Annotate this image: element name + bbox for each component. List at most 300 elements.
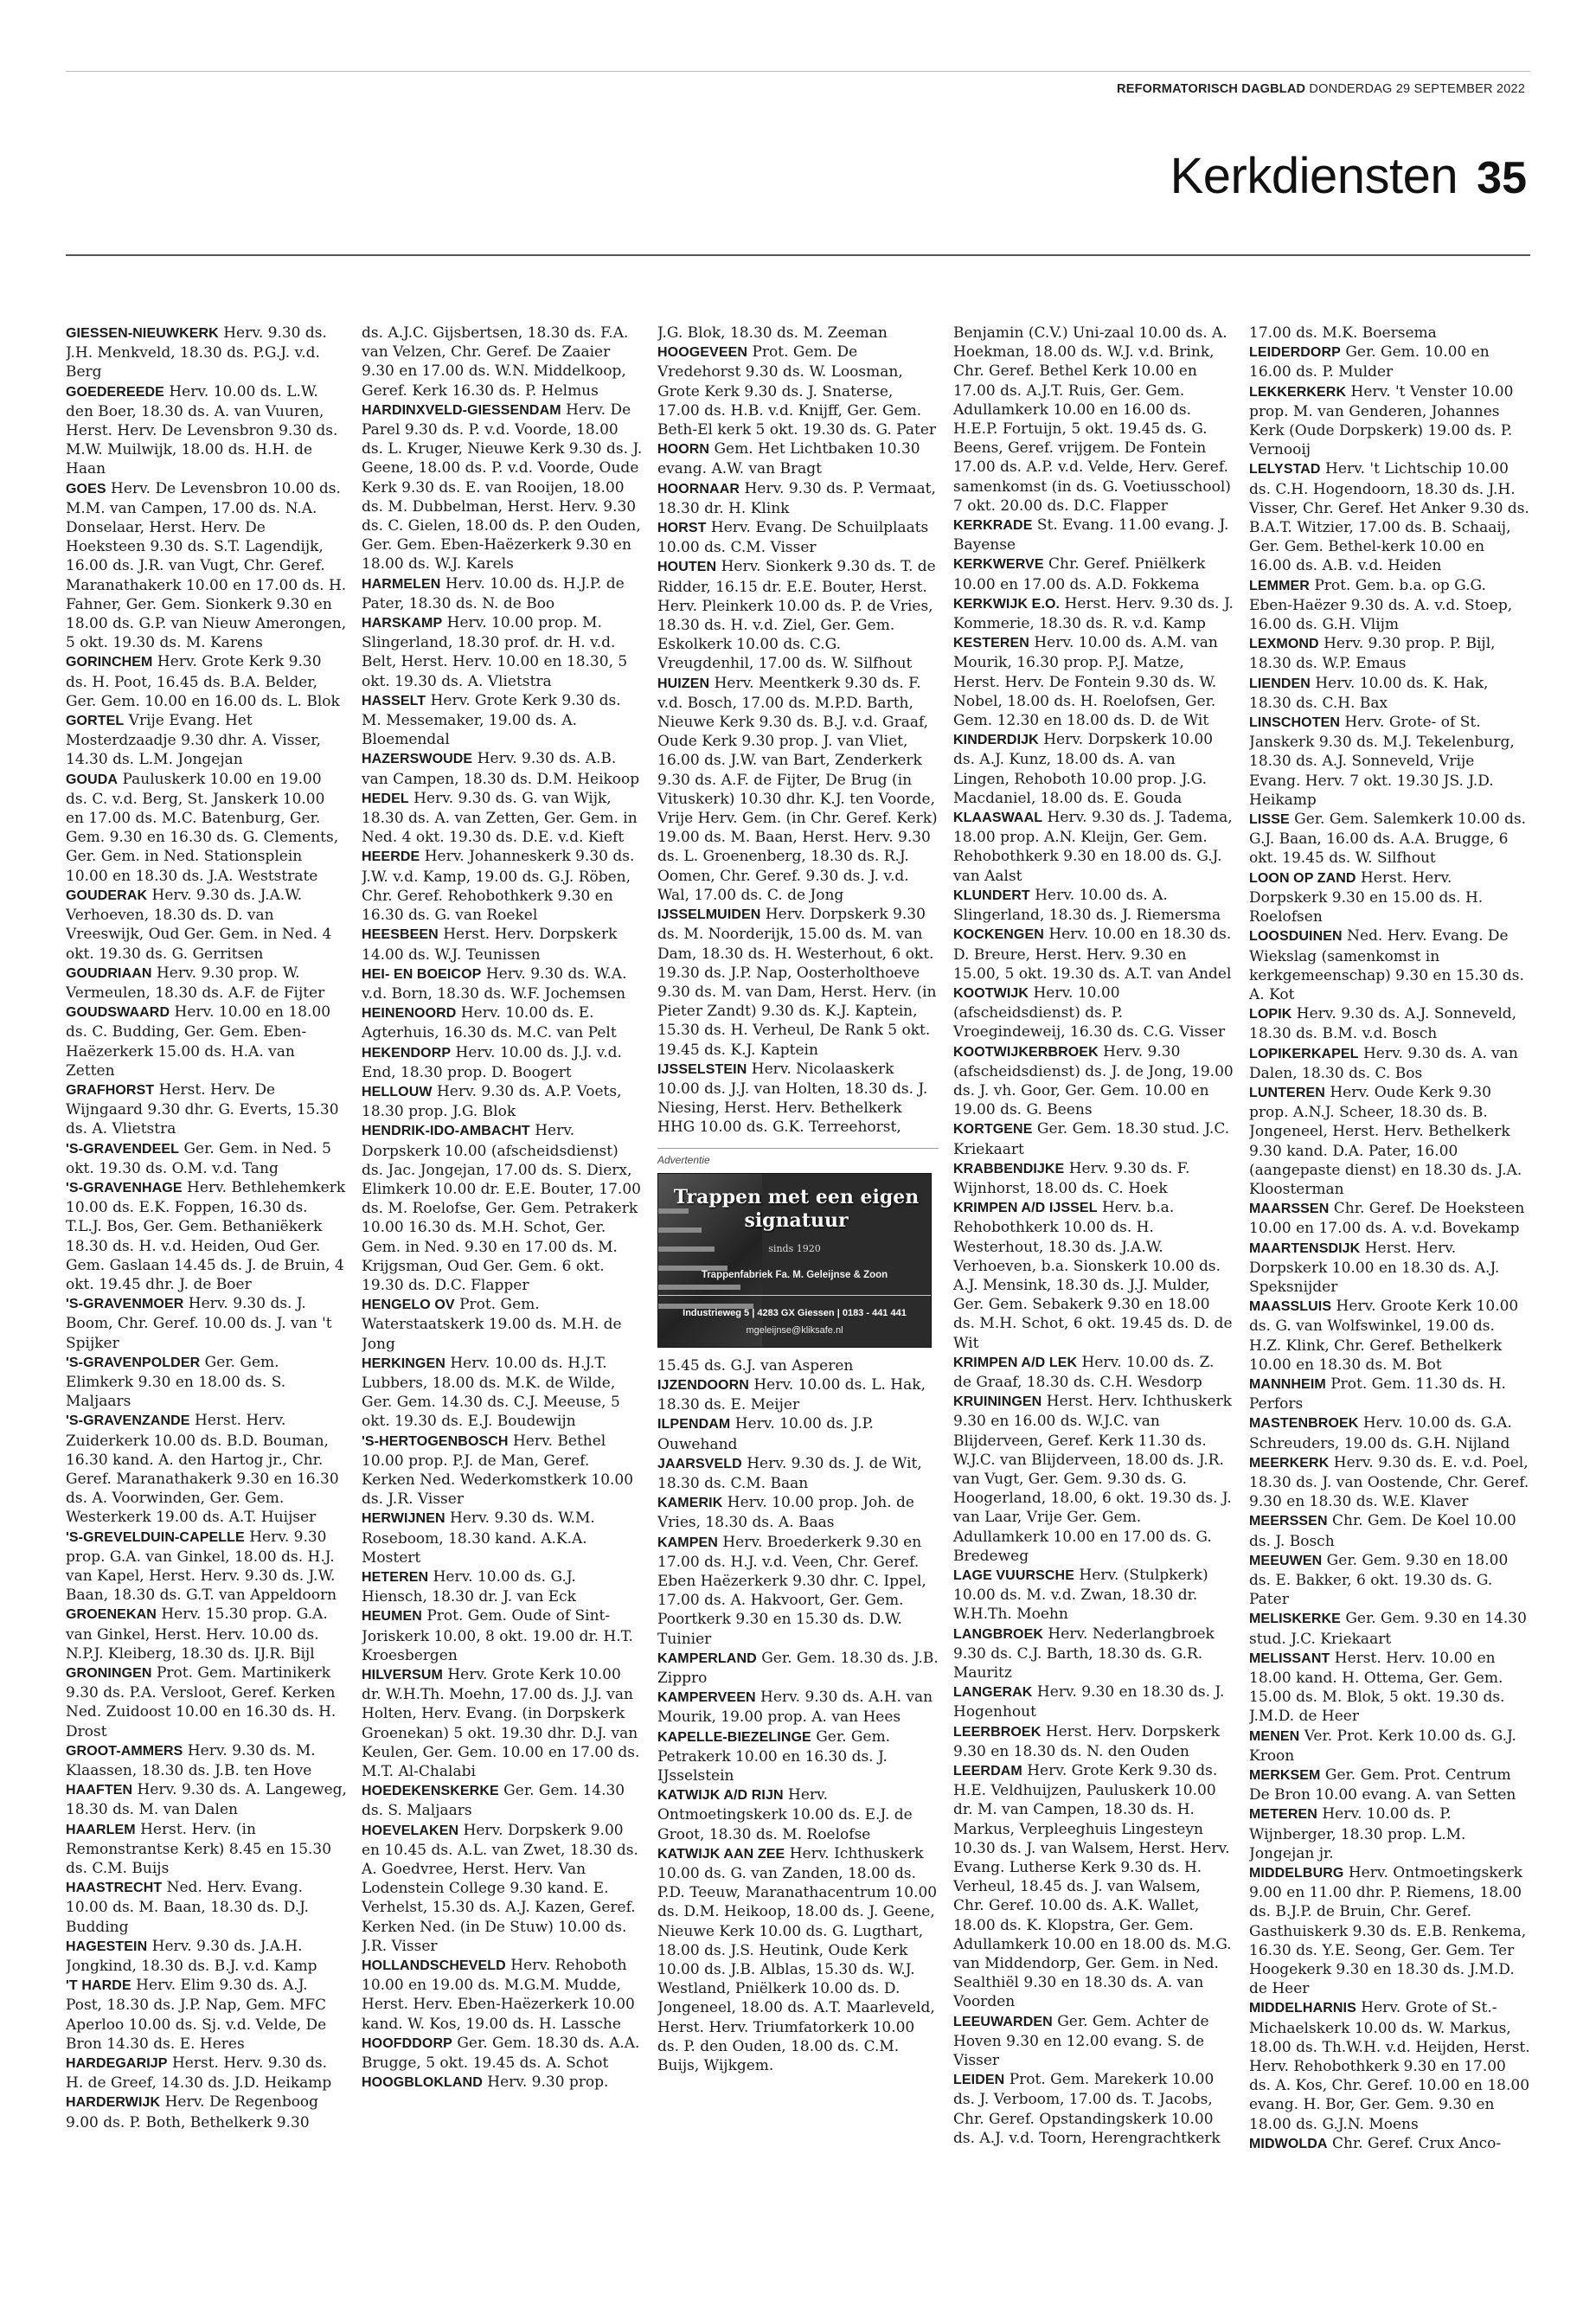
service-times: Herv. Groote Kerk 10.00 ds. G. van Wolfswinkel, 19.00 ds. H.Z. Klink, Chr. Geref. Bethelkerk 10.00 en 18.30 ds. M. Bot — [1249, 1298, 1519, 1374]
church-listing — [953, 1625, 1234, 1683]
church-listing — [66, 2093, 347, 2131]
column-3-bottom — [657, 1356, 939, 2076]
masthead — [1117, 82, 1525, 96]
church-listing — [362, 925, 643, 964]
service-times: Ger. Gem. Elimkerk 9.30 en 18.00 ds. S. Maljaars — [66, 1353, 286, 1411]
place-name: KAMPEN — [657, 1535, 718, 1550]
church-listing — [657, 1356, 939, 1375]
church-listing — [953, 886, 1234, 925]
service-times: Herv. 9.30 ds. A. van Dalen, 18.30 ds. C. Bos — [1249, 1044, 1518, 1082]
place-name: LEMMER — [1249, 578, 1310, 593]
service-times: Herv. De Regenboog 9.00 ds. P. Both, Bethelkerk 9.30 — [66, 2093, 319, 2131]
service-times: Herv. 10.00 ds. A.M. van Mourik, 16.30 prop. P.J. Matze, Herst. Herv. De Fontein 9.30 ds. W. Nobel, 18.00 ds. H. Roelofsen, Ger. Gem. 12.30 en 18.00 ds. D. de Wit — [953, 634, 1218, 730]
place-name: LEIDERDORP — [1249, 345, 1341, 361]
ad-contact: Industrieweg 5 | 4283 GX Giessen | 0183 - 441 441 — [683, 1307, 907, 1318]
service-times: Herv. 9.30 en 18.30 ds. J. Hogenhout — [953, 1683, 1225, 1721]
place-name: LISSE — [1249, 812, 1290, 828]
place-name: KOOTWIJKERBROEK — [953, 1044, 1099, 1060]
service-times: Herv. 9.30 ds. J.A.W. Verhoeven, 18.30 ds. D. van Vreeswijk, Oud Ger. Gem. in Ned. 4 okt. 19.30 ds. G. Gerritsen — [66, 886, 332, 963]
service-times: Chr. Gem. De Koel 10.00 ds. J. Bosch — [1249, 1512, 1516, 1550]
service-times: Prot. Gem. Marekerk 10.00 ds. J. Verboom, 17.00 ds. T. Jacobs, Chr. Geref. Opstandingskerk 10.00 ds. A.J. v.d. Toorn, Herengrachtkerk — [953, 2071, 1221, 2147]
church-listing — [953, 1392, 1234, 1566]
place-name: HERKINGEN — [362, 1356, 445, 1371]
service-times: Chr. Geref. Crux Anco- — [1331, 2134, 1502, 2152]
service-times: Herv. 10.00 ds. L. Hak, 18.30 ds. E. Meijer — [657, 1375, 926, 1414]
church-listing — [66, 1741, 347, 1780]
church-listing — [362, 1567, 643, 1606]
church-listing — [657, 1727, 939, 1786]
column-3 — [657, 324, 939, 2261]
place-name: KORTGENE — [953, 1122, 1033, 1138]
place-name: HEDEL — [362, 791, 409, 806]
church-listing — [66, 1411, 347, 1527]
service-times: Herst. Herv. De Wijngaard 9.30 dhr. G. Everts, 15.30 ds. A. Vlietstra — [66, 1080, 339, 1138]
church-listing — [657, 1060, 939, 1138]
church-listing — [66, 1976, 347, 2054]
church-listing — [1249, 1511, 1530, 1550]
place-name: HARSKAMP — [362, 616, 443, 631]
place-name: KRIMPEN A/D LEK — [953, 1355, 1078, 1370]
service-times: Herv. 9.30 ds. J. Tadema, 18.00 prop. A.N. Kleijn, Ger. Gem. Rehobothkerk 9.30 en 18.00 ds. G.J. van Aalst — [953, 809, 1233, 885]
place-name: HEERDE — [362, 849, 420, 865]
church-listing — [953, 594, 1234, 633]
place-name: LEEUWARDEN — [953, 2014, 1053, 2029]
church-listing — [657, 1649, 939, 1688]
place-name: 'S-GRAVENZANDE — [66, 1413, 190, 1429]
column-5 — [1249, 324, 1530, 2261]
place-name: KATWIJK AAN ZEE — [657, 1846, 785, 1862]
service-times: Ger. Gem. 9.30 en 14.30 stud. J.C. Kriekaart — [1249, 1610, 1527, 1648]
service-times: Herv. 10.00 ds. Z. de Graaf, 18.30 ds. C.H. Wesdorp — [953, 1353, 1215, 1391]
service-times: Herv. 10.00 ds. G.A. Schreuders, 19.00 ds. G.H. Nijland — [1249, 1414, 1512, 1452]
church-listing — [1249, 713, 1530, 810]
service-times: Herv. 9.30 ds. J. Boom, Chr. Geref. 10.00 ds. J. van 't Spijker — [66, 1295, 332, 1352]
church-listing — [66, 1780, 347, 1819]
place-name: GRONINGEN — [66, 1666, 152, 1682]
place-name: KESTEREN — [953, 636, 1029, 651]
service-times: Herv. 9.30 ds. J.H. Menkveld, 18.30 ds. P.G.J. v.d. Berg — [66, 324, 327, 381]
service-times: Herv. Grote Kerk 10.00 dr. W.H.Th. Moehn, 17.00 ds. J.J. van Holten, Herv. Evang. (in Dorpskerk Groenekan) 5 okt. 19.30 dhr. D.J. van Keulen, Ger. Gem. 10.00 en 17.00 ds. M.T. Al-Chalabi — [362, 1666, 640, 1781]
church-listing — [953, 2070, 1234, 2148]
place-name: 'T HARDE — [66, 1978, 131, 1994]
place-name: MEEUWEN — [1249, 1553, 1323, 1568]
church-listing — [66, 1663, 347, 1741]
service-times: Herv. 9.30 ds. W.A. v.d. Born, 18.30 ds. W.F. Jochemsen — [362, 965, 627, 1003]
service-times: Ger. Gem. Salemkerk 10.00 ds. G.J. Baan, 16.00 ds. A.A. Brugge, 6 okt. 19.45 ds. W. Silfhout — [1249, 811, 1527, 868]
place-name: HELLOUW — [362, 1084, 433, 1099]
church-listing — [66, 1139, 347, 1178]
service-times: Herv. 10.00 ds. J.J. v.d. End, 18.30 prop. D. Boogert — [362, 1043, 622, 1081]
church-listing — [1249, 1004, 1530, 1043]
service-times: Herv. Ichthuskerk 10.00 ds. G. van Zanden, 18.00 ds. P.D. Teeuw, Maranathacentrum 10.00 ds. D.M. Heikoop, 18.00 ds. J. Geene, Nieuwe Kerk 10.00 ds. G. Lugthart, 18.00 ds. J.S. Heutink, Oude Kerk 10.00 ds. J.B. Alblas, 15.30 ds. W.J. Westland, Pniëlkerk 10.00 ds. D. Jongeneel, 18.00 ds. A.T. Maarleveld, Herst. Herv. Triumfatorkerk 10.00 ds. P. den Ouden, 18.00 ds. C.M. Buijs, Wijkgem. — [657, 1844, 938, 2075]
service-times: Herv. 10.00 ds. J.P. Ouwehand — [657, 1415, 874, 1453]
church-listing — [1249, 1297, 1530, 1375]
church-listing — [362, 2034, 643, 2073]
service-times: Herv. Elim 9.30 ds. A.J. Post, 18.30 ds. J.P. Nap, Gem. MFC Aperloo 10.00 ds. Sj. v.d. Velde, De Bron 14.30 ds. E. Heres — [66, 1977, 327, 2053]
place-name: LOPIK — [1249, 1007, 1292, 1022]
service-times: Herv. 9.30 ds. P. Vermaat, 18.30 dr. H. Klink — [657, 479, 936, 517]
place-name: HENDRIK-IDO-AMBACHT — [362, 1124, 530, 1139]
church-listing — [657, 1375, 939, 1414]
place-name: HORST — [657, 521, 707, 536]
church-listing — [953, 1682, 1234, 1721]
church-listing — [1249, 1239, 1530, 1298]
church-listing — [1249, 674, 1530, 713]
church-listing — [362, 749, 643, 788]
church-listing — [1249, 1609, 1530, 1648]
church-listing — [657, 479, 939, 518]
service-times: Herv. Bethlehemkerk 10.00 ds. E.K. Foppen, 16.30 ds. T.L.J. Bos, Ger. Gem. Bethaniëkerk 18.30 ds. H. v.d. Heiden, Oud Ger. Gem. Gaslaan 14.45 ds. J. de Bruin, 4 okt. 19.45 dhr. J. de Boer — [66, 1178, 346, 1293]
place-name: LOOSDUINEN — [1249, 929, 1343, 945]
service-times: Ger. Gem. 14.30 ds. S. Maljaars — [362, 1782, 625, 1820]
service-times: Herv. b.a. Rehobothkerk 10.00 ds. H. Westerhout, 18.30 ds. J.A.W. Verhoeven, b.a. Sionskerk 10.00 ds. A.J. Mensink, 18.30 ds. J.J. Mulder, Ger. Gem. Sebakerk 9.30 en 18.00 ds. M.H. Schot, 6 okt. 19.45 ds. D. de Wit — [953, 1199, 1233, 1352]
church-listing — [1249, 926, 1530, 1004]
church-listing — [657, 905, 939, 1060]
church-listing — [657, 518, 939, 557]
place-name: KRUININGEN — [953, 1394, 1042, 1410]
place-name: KINDERDIJK — [953, 733, 1039, 748]
place-name: KAPELLE-BIEZELINGE — [657, 1729, 811, 1745]
ad-company: Trappenfabriek Fa. M. Geleijnse & Zoon — [701, 1269, 888, 1280]
church-listing — [66, 1820, 347, 1879]
church-listing — [1249, 324, 1530, 343]
service-times: Herv. Dorpskerk 9.00 en 10.45 ds. A.L. van Zwet, 18.30 ds. A. Goedvree, Herst. Herv. Van Lodenstein College 9.30 kand. E. Verhelst, 15.30 ds. A.J. Kazen, Geref. Kerken Ned. (in De Stuw) 10.00 ds. J.R. Visser — [362, 1821, 638, 1955]
church-listing — [362, 1295, 643, 1354]
place-name: HILVERSUM — [362, 1668, 443, 1683]
service-times: Herv. (Stulpkerk) 10.00 ds. M. v.d. Zwan, 18.30 dr. W.H.Th. Moehn — [953, 1567, 1208, 1624]
service-times: Benjamin (C.V.) Uni-zaal 10.00 ds. A. Hoekman, 18.00 ds. W.J. v.d. Brink, Chr. Geref. Bethel Kerk 10.00 en 17.00 ds. A.J.T. Ruis, Ger. Gem. Adullamkerk 10.00 en 16.00 ds. H.E.P. Fortuijn, 5 okt. 19.45 ds. G. Beens, Geref. vrijgem. De Fontein 17.00 ds. A.P. v.d. Velde, Herv. Geref. samenkomst (in ds. G. Voetiusschool) 7 okt. 20.00 ds. D.C. Flapper — [953, 324, 1231, 515]
service-times: Herv. 10.00 prop. Joh. de Vries, 18.30 ds. A. Baas — [657, 1494, 914, 1532]
section-header — [1170, 147, 1527, 205]
service-times: Herst. Herv. Ichthuskerk 9.30 en 16.00 ds. W.J.C. van Blijderveen, Geref. Kerk 11.30 ds. W.J.C. van Blijderveen, 18.00 ds. J.R. van Vugt, Ger. Gem. 9.30 ds. G. Hoogerland, 18.00, 6 okt. 19.30 ds. J. van Laar, Vrije Ger. Gem. Adullamkerk 10.00 en 17.00 ds. G. Bredeweg — [953, 1393, 1232, 1565]
church-listing — [1249, 1863, 1530, 1998]
church-listing — [953, 1119, 1234, 1158]
church-listing — [953, 1761, 1234, 2012]
church-listing — [657, 557, 939, 673]
service-times: Ned. Herv. Evang. De Wiekslag (samenkomst in kerkgemeenschap) 9.30 en 15.30 ds. A. Kot — [1249, 927, 1524, 1003]
place-name: MIDDELHARNIS — [1249, 2001, 1356, 2016]
church-listing — [1249, 1766, 1530, 1804]
service-times: Herv. 9.30 ds. A. Langeweg, 18.30 ds. M. van Dalen — [66, 1781, 347, 1819]
place-name: HOOFDDORP — [362, 2035, 452, 2051]
service-times: Herv. De Parel 9.30 ds. P. v.d. Voorde, 18.00 ds. L. Kruger, Nieuwe Kerk 9.30 ds. J. Geene, 18.00 ds. P. v.d. Voorde, Oude Kerk 9.30 ds. E. van Rooijen, 18.00 ds. M. Dubbelman, Herst. Herv. 9.30 ds. C. Gielen, 18.00 ds. P. den Ouden, Ger. Gem. Eben-Haëzerkerk 9.30 en 18.00 ds. W.J. Karels — [362, 401, 643, 574]
church-listing — [66, 2054, 347, 2093]
service-times: Ger. Gem. Prot. Centrum De Bron 10.00 evang. A. van Setten — [1249, 1766, 1516, 1804]
place-name: MERKSEM — [1249, 1768, 1321, 1784]
service-times: Herv. 10.00 (afscheidsdienst) ds. P. Vroegindeweij, 16.30 ds. C.G. Visser — [953, 984, 1226, 1042]
newspaper-name: REFORMATORISCH DAGBLAD — [1117, 82, 1306, 96]
place-name: HEI- EN BOEICOP — [362, 966, 482, 982]
service-times: Ger. Gem. 18.30 stud. J.C. Kriekaart — [953, 1120, 1230, 1158]
place-name: MAARTENSDIJK — [1249, 1240, 1361, 1256]
church-listing — [953, 2012, 1234, 2071]
place-name: KLAASWAAL — [953, 811, 1043, 826]
service-times: Ger. Gem. 10.00 en 16.00 ds. P. Mulder — [1249, 343, 1490, 381]
top-rule — [66, 71, 1530, 72]
service-times: Chr. Geref. De Hoeksteen 10.00 en 17.00 ds. A. v.d. Bovekamp — [1249, 1200, 1525, 1238]
church-listing — [657, 1688, 939, 1727]
place-name: MENEN — [1249, 1728, 1300, 1744]
service-times: Herv. 10.00 ds. P. Wijnberger, 18.30 prop. L.M. Jongejan jr. — [1249, 1805, 1466, 1862]
service-times: Herv. 10.00 ds. H.J.P. de Pater, 18.30 ds. N. de Boo — [362, 574, 625, 612]
church-listing — [953, 516, 1234, 554]
church-listing — [362, 1003, 643, 1042]
service-times: Chr. Geref. Pniëlkerk 10.00 en 17.00 ds. A.D. Fokkema — [953, 555, 1206, 593]
service-times: Herv. 9.30 ds. A.H. van Mourik, 19.00 prop. A. van Hees — [657, 1689, 933, 1727]
church-listing — [66, 1178, 347, 1294]
church-listing — [1249, 1199, 1530, 1238]
place-name: HOUTEN — [657, 560, 717, 575]
place-name: LEERDAM — [953, 1764, 1022, 1779]
church-listing — [1249, 343, 1530, 381]
place-name: KERKRADE — [953, 518, 1033, 534]
church-listing — [1249, 1551, 1530, 1610]
church-listing — [362, 324, 643, 401]
church-listing — [1249, 1453, 1530, 1512]
church-listing — [1249, 1804, 1530, 1863]
service-times: Herv. Bethel 10.00 prop. P.J. de Man, Geref. Kerken Ned. Wederkomstkerk 10.00 ds. J.R. Visser — [362, 1432, 634, 1509]
service-times: Herv. 9.30 ds. E. v.d. Poel, 18.30 ds. J. van Oostende, Chr. Geref. 9.30 en 18.30 ds. W.E. Klaver — [1249, 1453, 1529, 1511]
ad-email: mgeleijnse@kliksafe.nl — [746, 1324, 843, 1336]
church-listing — [66, 770, 347, 886]
place-name: HARDINXVELD-GIESSENDAM — [362, 402, 561, 418]
ad-label: Advertentie — [657, 1148, 939, 1170]
place-name: HENGELO OV — [362, 1298, 455, 1313]
place-name: 'S-HERTOGENBOSCH — [362, 1433, 509, 1449]
place-name: HUIZEN — [657, 676, 710, 691]
service-times: Herv. 10.00 ds. L.W. den Boer, 18.30 ds. A. van Vuuren, Herst. Herv. De Levensbron 9.30 ds. M.W. Muilwijk, 18.00 ds. H.H. de Haan — [66, 382, 338, 478]
service-times: Herst. Herv. 9.30 ds. J. Kommerie, 18.30 ds. R. v.d. Kamp — [953, 594, 1234, 633]
service-times: Herv. Grote Kerk 9.30 ds. H. Poot, 16.45 ds. B.A. Belder, Ger. Gem. 10.00 en 16.00 ds. L. Blok — [66, 653, 340, 710]
place-name: MAASSLUIS — [1249, 1299, 1332, 1315]
place-name: GROOT-AMMERS — [66, 1743, 183, 1759]
church-listing — [657, 324, 939, 343]
ad-divider — [658, 1295, 931, 1296]
church-listing — [362, 1665, 643, 1781]
church-listing — [1249, 1727, 1530, 1766]
place-name: KAMERIK — [657, 1496, 723, 1511]
column-1 — [66, 324, 347, 2261]
church-listing — [657, 439, 939, 478]
service-times: Herv. 10.00 ds. A. Slingerland, 18.30 ds. J. Riemersma — [953, 886, 1221, 925]
place-name: GOUDA — [66, 772, 119, 787]
service-times: Herv. 9.30 prop. — [487, 2073, 609, 2092]
service-times: Prot. Gem. De Vredehorst 9.30 ds. W. Loosman, Grote Kerk 9.30 ds. J. Snaterse, 17.00 ds. H.B. v.d. Knijff, Ger. Gem. Beth-El kerk 5 okt. 19.30 ds. G. Pater — [657, 343, 937, 439]
service-times: Herv. Grote Kerk 9.30 ds. H.E. Veldhuijzen, Pauluskerk 10.00 dr. M. van Campen, 18.30 ds. H. Markus, Verpleeghuis Lingesteyn 10.30 ds. J. van Walsem, Herst. Herv. Evang. Lutherse Kerk 9.30 ds. H. Verheul, 18.45 ds. J. van Walsem, Chr. Geref. 10.00 ds. A.K. Wallet, 18.00 ds. K. Klopstra, Ger. Gem. Adullamkerk 10.00 en 18.00 ds. M.G. van Middendorp, Ger. Gem. in Ned. Sealthiël 9.30 en 18.30 ds. A. van Voorden — [953, 1762, 1232, 2011]
service-times: Herv. 9.30 ds. W.M. Roseboom, 18.30 kand. A.K.A. Mostert — [362, 1509, 595, 1567]
place-name: ILPENDAM — [657, 1417, 731, 1433]
church-listing — [953, 808, 1234, 886]
service-times: Herv. Sionkerk 9.30 ds. T. de Ridder, 16.15 dr. E.E. Bouter, Herst. Herv. Pleinkerk 10.00 ds. P. de Vries, 18.30 ds. H. v.d. Ziel, Ger. Gem. Eskolkerk 10.00 ds. C.G. Vreugdenhil, 17.00 ds. W. Silfhout — [657, 558, 936, 673]
place-name: LELYSTAD — [1249, 462, 1321, 478]
church-listing — [657, 1454, 939, 1493]
church-listing — [362, 1432, 643, 1509]
place-name: GOEDEREEDE — [66, 384, 164, 400]
church-listing — [66, 711, 347, 770]
column-4 — [953, 324, 1234, 2261]
church-listing — [66, 964, 347, 1003]
church-listing — [657, 1785, 939, 1844]
service-times: Herv. 10.00 ds. E. Agterhuis, 16.30 ds. M.C. van Pelt — [362, 1004, 617, 1042]
service-times: Herv. Rehoboth 10.00 en 19.00 ds. M.G.M. Mudde, Herst. Herv. Eben-Haëzerkerk 10.00 kand. W. Kos, 19.00 ds. H. Lassche — [362, 1957, 635, 2033]
ad-headline: Trappen met een eigen signatuur — [673, 1185, 920, 1232]
place-name: 'S-GREVELDUIN-CAPELLE — [66, 1529, 245, 1545]
place-name: 'S-GRAVENPOLDER — [66, 1355, 201, 1370]
service-times: Prot. Gem. Waterstaatskerk 19.00 ds. M.H. de Jong — [362, 1296, 622, 1353]
column-3-top — [657, 324, 939, 1138]
service-times: Herst. Herv. (in Remonstrantse Kerk) 8.45 en 15.30 ds. C.M. Buijs — [66, 1820, 332, 1878]
church-listing — [66, 886, 347, 964]
place-name: HEUMEN — [362, 1609, 422, 1625]
church-listing — [657, 343, 939, 439]
issue-date: DONDERDAG 29 SEPTEMBER 2022 — [1309, 82, 1525, 96]
church-listing — [362, 965, 643, 1003]
place-name: LOPIKERKAPEL — [1249, 1046, 1359, 1061]
service-times: Ger. Gem. Achter de Hoven 9.30 en 12.00 evang. S. de Visser — [953, 2012, 1209, 2070]
church-listing — [1249, 810, 1530, 868]
service-times: Herv. 9.30 ds. G. van Wijk, 18.30 ds. A. van Zetten, Ger. Gem. in Ned. 4 okt. 19.30 ds. D.E. v.d. Kieft — [362, 789, 638, 847]
church-listing — [66, 1937, 347, 1976]
church-listing — [66, 1878, 347, 1937]
church-listing — [953, 925, 1234, 984]
service-times: Herv. 9.30 prop. W. Vermeulen, 18.30 ds. A.F. de Fijter — [66, 964, 325, 1002]
place-name: HARDEGARIJP — [66, 2056, 168, 2072]
service-times: Herv. 9.30 ds. J.A.H. Jongkind, 18.30 ds. B.J. v.d. Kamp — [66, 1937, 317, 1976]
service-times: Herv. 10.00 en 18.00 ds. C. Budding, Ger. Gem. Eben-Haëzerkerk 15.00 ds. H.A. van Zetten — [66, 1003, 331, 1080]
place-name: HEINENOORD — [362, 1006, 457, 1022]
church-listing — [657, 1533, 939, 1649]
place-name: GORINCHEM — [66, 655, 153, 670]
place-name: HOEVELAKEN — [362, 1823, 459, 1838]
place-name: LOON OP ZAND — [1249, 870, 1356, 886]
church-listing — [1249, 1044, 1530, 1083]
service-times: Herv. 9.30 ds. M. Klaassen, 18.30 ds. J.B. ten Hove — [66, 1741, 316, 1780]
service-times: Ger. Gem. 18.30 ds. A.A. Brugge, 5 okt. 19.45 ds. A. Schot — [362, 2034, 640, 2073]
advertisement[interactable] — [657, 1148, 939, 1348]
service-times: Herst. Herv. Dorpskerk 9.30 en 18.30 ds. N. den Ouden — [953, 1722, 1220, 1760]
section-title: Kerkdiensten — [1170, 148, 1458, 204]
place-name: JAARSVELD — [657, 1456, 742, 1471]
place-name: LEIDEN — [953, 2073, 1005, 2088]
church-listing — [953, 1722, 1234, 1761]
column-2 — [362, 324, 643, 2261]
church-listing — [657, 674, 939, 905]
place-name: LEKKERKERK — [1249, 384, 1347, 400]
header-rule — [66, 254, 1530, 256]
church-listing — [1249, 1998, 1530, 2133]
service-times: Herv. 9.30 ds. F. Wijnhorst, 18.00 ds. C. Hoek — [953, 1159, 1190, 1197]
place-name: IJZENDOORN — [657, 1377, 749, 1393]
place-name: KOOTWIJK — [953, 985, 1029, 1001]
church-listing — [362, 1043, 643, 1082]
place-name: GOUDSWAARD — [66, 1005, 170, 1021]
place-name: HAARLEM — [66, 1822, 136, 1837]
service-times: Herv. Ontmoetingskerk 9.00 en 11.00 dhr. P. Riemens, 18.00 ds. B.J.P. de Bruin, Chr. Geref. Gasthuiskerk 9.30 ds. E.B. Renkema, 16.30 ds. Y.E. Seong, Ger. Gem. Ter Hoogekerk 9.30 en 18.30 ds. J.M.D. de Heer — [1249, 1864, 1527, 1998]
place-name: HARMELEN — [362, 576, 441, 592]
place-name: GORTEL — [66, 714, 125, 729]
church-listing — [66, 1080, 347, 1139]
place-name: HOORNAAR — [657, 481, 740, 497]
church-listing — [362, 1082, 643, 1121]
service-times: 15.45 ds. G.J. van Asperen — [657, 1356, 854, 1375]
service-times: Herv. Grote- of St. Janskerk 9.30 ds. M.J. Tekelenburg, 18.30 ds. A.J. Sonneveld, Vrije Evang. Herv. 7 okt. 19.30 JS. J.D. Heikamp — [1249, 714, 1515, 809]
service-times: J.G. Blok, 18.30 ds. M. Zeeman — [657, 324, 888, 342]
service-times: Herst. Herv. Dorpskerk 9.30 en 15.00 ds. H. Roelofsen — [1249, 868, 1484, 926]
church-listing — [1249, 1375, 1530, 1413]
place-name: KERKWIJK E.O. — [953, 596, 1061, 612]
service-times: Herv. Nicolaaskerk 10.00 ds. J.J. van Holten, 18.30 ds. J. Niesing, Herst. Herv. Bethelkerk HHG 10.00 ds. G.K. Terreehorst, — [657, 1060, 928, 1137]
church-listing — [362, 2073, 643, 2093]
service-times: Prot. Gem. b.a. op G.G. Eben-Haëzer 9.30 ds. A. v.d. Stoep, 16.00 ds. G.H. Vlijm — [1249, 576, 1513, 634]
church-listing — [66, 1003, 347, 1080]
place-name: 'S-GRAVENHAGE — [66, 1180, 183, 1195]
service-times: Herst. Herv. 10.00 en 18.00 kand. H. Ottema, Ger. Gem. 15.00 ds. M. Blok, 5 okt. 19.30 ds. J.M.D. de Heer — [1249, 1649, 1505, 1726]
place-name: KAMPERVEEN — [657, 1690, 756, 1706]
place-name: MASTENBROEK — [1249, 1416, 1359, 1432]
service-times: Ger. Gem. in Ned. 5 okt. 19.30 ds. O.M. v.d. Tang — [66, 1139, 331, 1177]
place-name: HERWIJNEN — [362, 1511, 445, 1527]
church-listing — [1249, 1649, 1530, 1727]
church-listing — [953, 1042, 1234, 1120]
service-times: Herv. 9.30 ds. A.J. Sonneveld, 18.30 ds. B.M. v.d. Bosch — [1249, 1005, 1517, 1043]
service-times: Herv. 9.30 ds. A.B. van Campen, 18.30 ds. D.M. Heikoop — [362, 750, 640, 788]
place-name: MIDDELBURG — [1249, 1866, 1344, 1881]
place-name: HEESBEEN — [362, 927, 439, 943]
church-listing — [1249, 634, 1530, 673]
place-name: HOOGEVEEN — [657, 345, 748, 361]
service-times: Herv. 10.00 en 18.30 ds. D. Breure, Herst. Herv. 9.30 en 15.00, 5 okt. 19.30 ds. A.T. van Andel — [953, 926, 1232, 983]
church-listing — [1249, 2134, 1530, 2154]
service-times: Herv. Dorpskerk 9.30 ds. M. Noorderijk, 15.00 ds. M. van Dam, 18.30 ds. H. Westerhout, 6 okt. 19.30 ds. J.P. Nap, Oosterholthoeve 9.30 ds. M. van Dam, Herst. Herv. (in Pieter Zandt) 9.30 ds. K.J. Kaptein, 15.30 ds. H. Verheul, De Rank 5 okt. 19.45 ds. K.J. Kaptein — [657, 906, 937, 1059]
service-times: Herv. 9.30 prop. G.A. van Ginkel, 18.00 ds. H.J. van Kapel, Herst. Herv. 9.30 ds. J.W. Baan, 18.30 ds. G.T. van Appeldoorn — [66, 1528, 337, 1605]
place-name: METEREN — [1249, 1807, 1317, 1823]
church-listing — [66, 1353, 347, 1412]
place-name: LUNTEREN — [1249, 1085, 1325, 1100]
place-name: MEERKERK — [1249, 1455, 1330, 1471]
service-times: Ger. Gem. Petrakerk 10.00 en 16.30 ds. J. IJsselstein — [657, 1727, 891, 1785]
church-listing — [1249, 576, 1530, 635]
church-listing — [66, 324, 347, 382]
service-times: Herv. 9.30 prop. P. Bijl, 18.30 ds. W.P. Emaus — [1249, 635, 1496, 673]
place-name: HARDERWIJK — [66, 2095, 161, 2111]
church-listing — [953, 1159, 1234, 1198]
service-times: Herv. De Levensbron 10.00 ds. M.M. van Campen, 17.00 ds. N.A. Donselaar, Herst. Herv. De Hoeksteen 9.30 ds. S.T. Lagendijk, 16.00 ds. J.R. van Vugt, Chr. Geref. Maranathakerk 10.00 en 17.00 ds. H. Fahner, Ger. Gem. Sionkerk 9.30 en 18.00 ds. G.P. van Nieuw Amerongen, 5 okt. 19.30 ds. M. Karens — [66, 479, 347, 652]
church-listing — [1249, 459, 1530, 575]
service-times: Herv. 9.30 ds. A.P. Voets, 18.30 prop. J.G. Blok — [362, 1082, 622, 1121]
church-listing — [66, 652, 347, 711]
service-times: Ger. Gem. 18.30 ds. J.B. Zippro — [657, 1649, 939, 1687]
place-name: HOOGBLOKLAND — [362, 2075, 483, 2091]
service-times: Ger. Gem. 9.30 en 18.00 ds. E. Bakker, 6 okt. 19.30 ds. G. Pater — [1249, 1551, 1509, 1609]
service-times: 17.00 ds. M.K. Boersema — [1249, 324, 1437, 342]
place-name: HOLLANDSCHEVELD — [362, 1958, 506, 1974]
service-times: Herv. Dorpskerk 10.00 (afscheidsdienst) ds. Jac. Jongejan, 17.00 ds. S. Dierx, Elimkerk 10.00 dr. E.E. Bouter, 17.00 ds. M. Roelofse, Ger. Gem. Petrakerk 10.00 16.30 ds. M.H. Schot, Ger. Gem. in Ned. 9.30 en 17.00 ds. M. Krijgsman, Oud Ger. Gem. 6 okt. 19.30 ds. D.C. Flapper — [362, 1122, 641, 1294]
church-listing — [362, 1121, 643, 1295]
service-times: St. Evang. 11.00 evang. J. Bayense — [953, 516, 1229, 554]
ad-image[interactable] — [657, 1173, 932, 1348]
service-times: Herst. Herv. Dorpskerk 14.00 ds. W.J. Teunissen — [362, 926, 618, 964]
church-listing — [66, 479, 347, 653]
service-times: Herv. Oude Kerk 9.30 prop. A.N.J. Scheer, 18.30 ds. B. Jongeneel, Herst. Herv. Bethelkerk 9.30 kand. D.A. Pater, 16.00 (aangepaste dienst) en 18.30 ds. J.A. Kloosterman — [1249, 1083, 1522, 1198]
church-listing — [362, 574, 643, 613]
service-times: Gem. Het Lichtbaken 10.30 evang. A.W. van Bragt — [657, 440, 920, 478]
place-name: GRAFHORST — [66, 1082, 155, 1098]
church-listing — [66, 1528, 347, 1606]
place-name: GROENEKAN — [66, 1607, 157, 1623]
place-name: GOES — [66, 481, 106, 497]
page-number: 35 — [1477, 153, 1527, 203]
church-listing — [362, 1781, 643, 1820]
